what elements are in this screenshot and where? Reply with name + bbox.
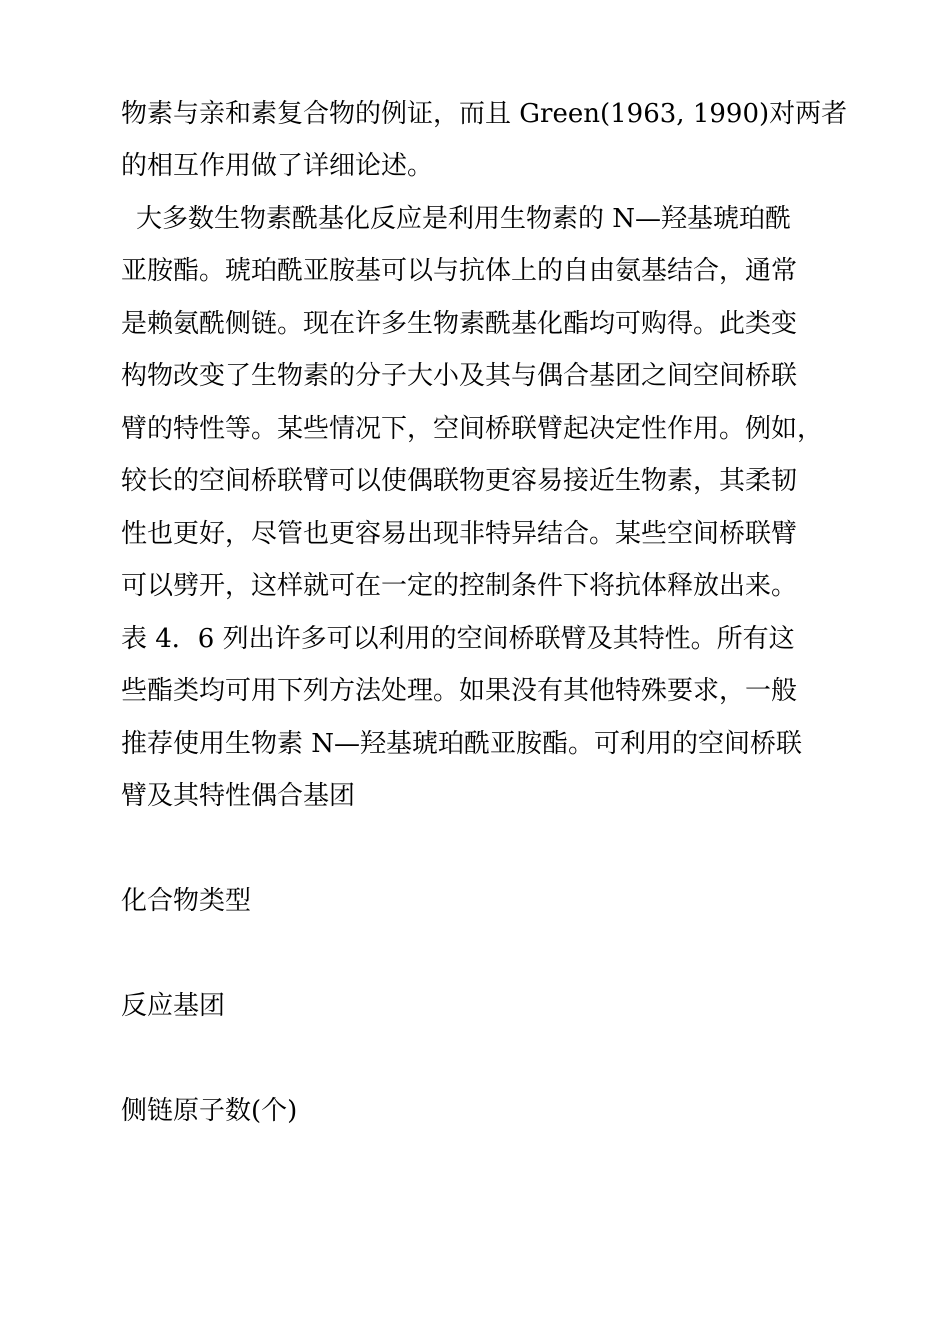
body-text-line: 大多数生物素酰基化反应是利用生物素的 N—羟基琥珀酰 bbox=[136, 204, 792, 234]
table-heading-side-chain-atoms: 侧链原子数(个) bbox=[121, 1096, 298, 1126]
body-text-line: 构物改变了生物素的分子大小及其与偶合基团之间空间桥联 bbox=[121, 361, 798, 391]
body-text-line: 些酯类均可用下列方法处理。如果没有其他特殊要求，一般 bbox=[121, 676, 798, 706]
body-text-line: 较长的空间桥联臂可以使偶联物更容易接近生物素，其柔韧 bbox=[121, 466, 798, 496]
body-text-line: 物素与亲和素复合物的例证，而且 Green(1963, 1990)对两者 bbox=[121, 99, 848, 129]
body-text-line: 臂及其特性偶合基团 bbox=[121, 781, 356, 811]
table-heading-compound-type: 化合物类型 bbox=[121, 886, 252, 916]
body-text-line: 亚胺酯。琥珀酰亚胺基可以与抗体上的自由氨基结合，通常 bbox=[121, 256, 798, 286]
body-text-line: 臂的特性等。某些情况下，空间桥联臂起决定性作用。例如， bbox=[121, 414, 824, 444]
table-heading-reactive-group: 反应基团 bbox=[121, 991, 226, 1021]
body-text-line: 的相互作用做了详细论述。 bbox=[121, 151, 434, 181]
body-text-line: 可以劈开，这样就可在一定的控制条件下将抗体释放出来。 bbox=[121, 571, 798, 601]
body-text-line: 是赖氨酰侧链。现在许多生物素酰基化酯均可购得。此类变 bbox=[121, 309, 798, 339]
body-text-line: 表 4．6 列出许多可以利用的空间桥联臂及其特性。所有这 bbox=[121, 624, 795, 654]
body-text-line: 性也更好，尽管也更容易出现非特异结合。某些空间桥联臂 bbox=[121, 519, 798, 549]
body-text-line: 推荐使用生物素 N—羟基琥珀酰亚胺酯。可利用的空间桥联 bbox=[121, 729, 803, 759]
